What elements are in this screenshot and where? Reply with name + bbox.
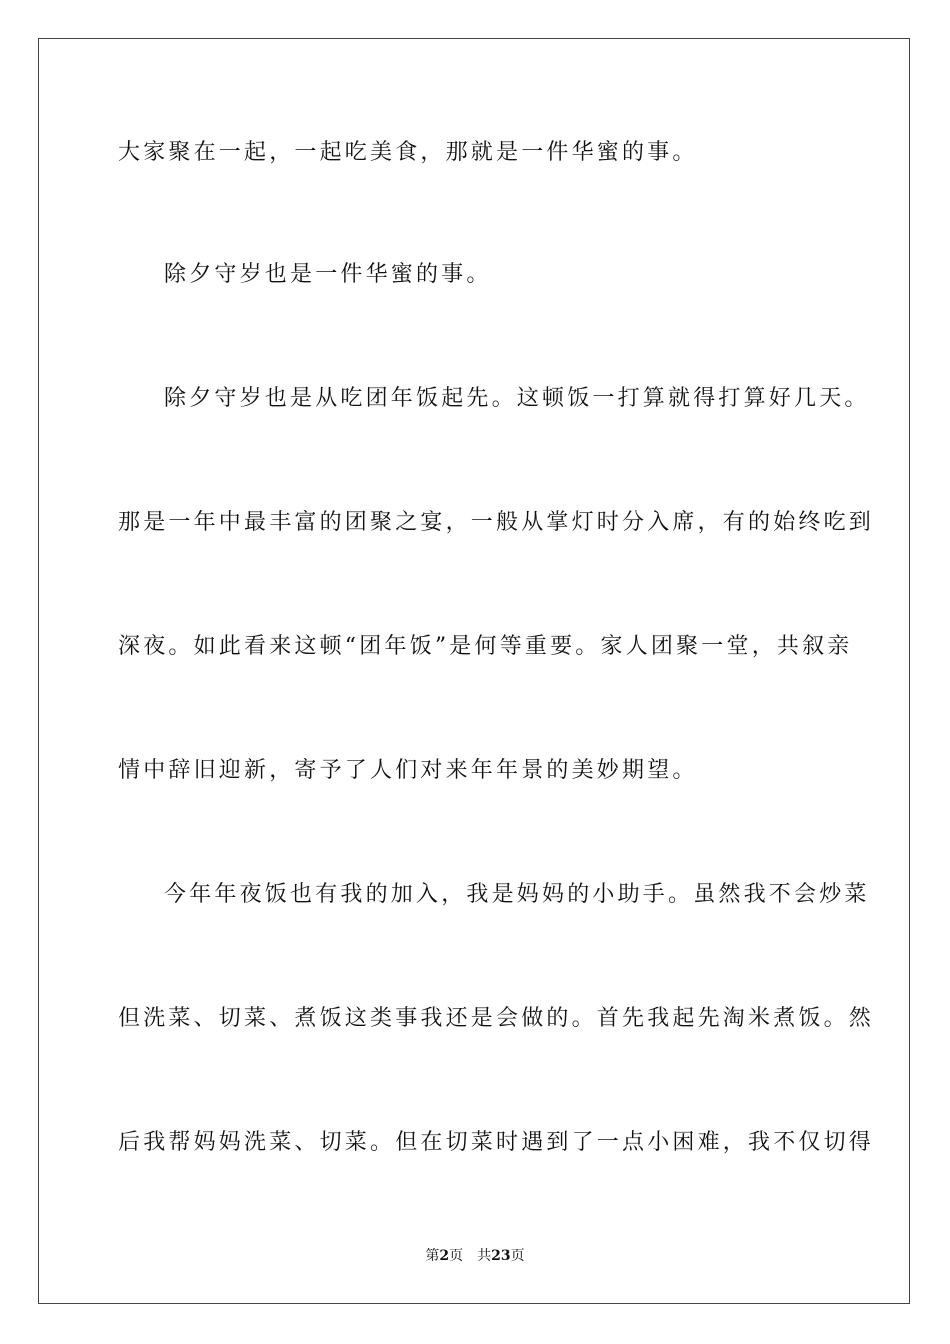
text-line-3: 除夕守岁也是从吃团年饭起先。这顿饭一打算就得打算好几天。 [164,386,870,411]
footer-page-unit: 页 [449,1248,464,1264]
page-footer [0,1246,950,1266]
text-line-7: 今年年夜饭也有我的加入，我是妈妈的小助手。虽然我不会炒菜 [164,882,870,907]
text-line-9: 后我帮妈妈洗菜、切菜。但在切菜时遇到了一点小困难，我不仅切得 [118,1130,875,1155]
text-line-8: 但洗菜、切菜、煮饭这类事我还是会做的。首先我起先淘米煮饭。然 [118,1006,875,1031]
text-line-4: 那是一年中最丰富的团聚之宴，一般从掌灯时分入席，有的始终吃到 [118,510,875,535]
page-border [38,38,910,1304]
text-line-1: 大家聚在一起，一起吃美食，那就是一件华蜜的事。 [118,140,698,165]
footer-page-prefix: 第 [425,1248,440,1264]
footer-total-pages: 23 [491,1248,511,1264]
text-line-6: 情中辞旧迎新，寄予了人们对来年年景的美妙期望。 [118,758,698,783]
footer-page-number: 2 [439,1248,450,1264]
footer-total-prefix: 共 [477,1248,492,1264]
footer-total-unit: 页 [510,1248,525,1264]
text-line-5: 深夜。如此看来这顿“团年饭”是何等重要。家人团聚一堂，共叙亲 [118,634,853,659]
text-line-2: 除夕守岁也是一件华蜜的事。 [164,262,492,287]
